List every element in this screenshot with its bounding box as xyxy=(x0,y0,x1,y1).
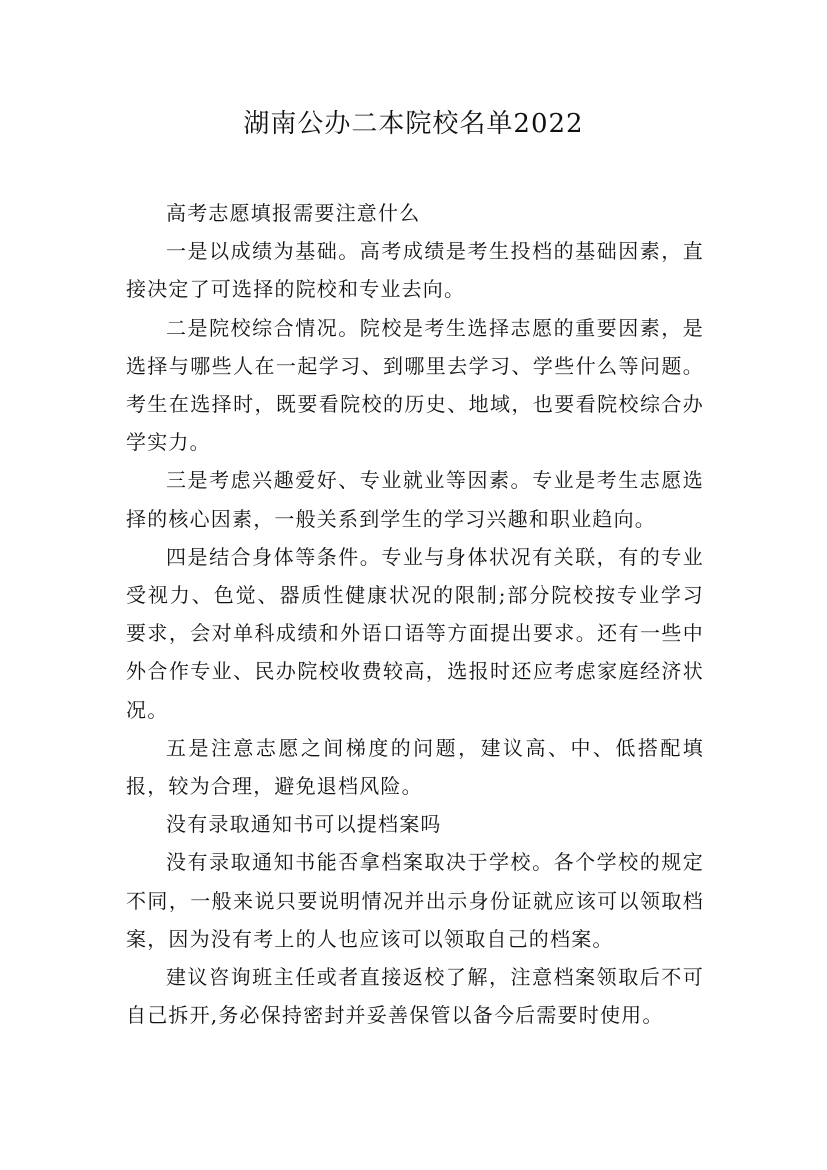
paragraph-score: 一是以成绩为基础。高考成绩是考生投档的基础因素，直接决定了可选择的院校和专业去向。 xyxy=(126,239,704,302)
section-heading-volunteer: 高考志愿填报需要注意什么 xyxy=(166,201,421,225)
paragraph-gradient: 五是注意志愿之间梯度的问题，建议高、中、低搭配填报，较为合理，避免退档风险。 xyxy=(126,735,704,799)
paragraph-archive: 没有录取通知书能否拿档案取决于学校。各个学校的规定不同，一般来说只要说明情况并出示身份证就应该可以领取档案，因为没有考上的人也应该可以领取自己的档案。 xyxy=(126,850,704,951)
paragraph-advice: 建议咨询班主任或者直接返校了解，注意档案领取后不可自己拆开,务必保持密封并妥善保管以备今后需要时使用。 xyxy=(126,965,704,1028)
section-heading-archive: 没有录取通知书可以提档案吗 xyxy=(166,812,442,837)
document-body xyxy=(126,194,704,1034)
paragraph-physical: 四是结合身体等条件。专业与身体状况有关联，有的专业受视力、色觉、器质性健康状况的限制;部分院校按专业学习要求，会对单科成绩和外语口语等方面提出要求。还有一些中外合作专业、民办院校收费较高，选报时还应考虑家庭经济状况。 xyxy=(126,544,704,722)
paragraph-interest: 三是考虑兴趣爱好、专业就业等因素。专业是考生志愿选择的核心因素，一般关系到学生的学习兴趣和职业趋向。 xyxy=(126,468,704,531)
document-title: 湖南公办二本院校名单2022 xyxy=(243,109,584,139)
paragraph-institution: 二是院校综合情况。院校是考生选择志愿的重要因素，是选择与哪些人在一起学习、到哪里去学习、学些什么等问题。考生在选择时，既要看院校的历史、地域，也要看院校综合办学实力。 xyxy=(126,315,704,455)
